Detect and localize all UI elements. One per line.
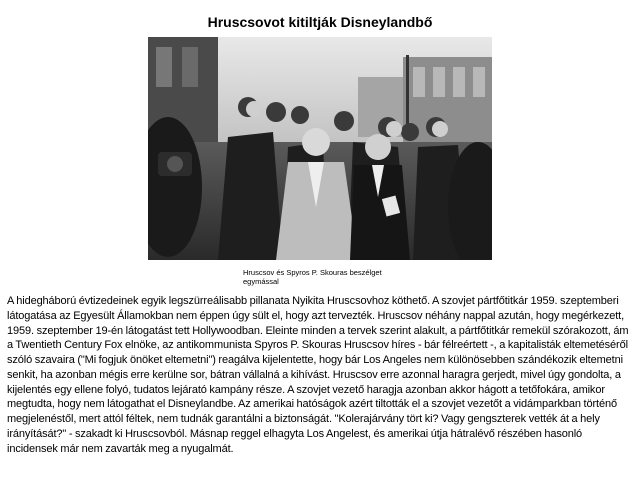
body-text: A hidegháború évtizedeinek egyik legszürreálisabb pillanata Nyikita Hruscsovhoz köthető. A szovjet pártfőtitkár 1959. szeptemberi látogatása az Egyesült Államokban nem éppen úgy sült el, hogy azt tervezték. Hruscsov néhány nappal azután, hogy megérkezett, 1959. szeptember 19-én látogatást tett Hollywoodban. Eleinte minden a tervek szerint alakult, a pártfőtitkár remekül szórakozott, ám a Twentieth Century Fox elnöke, az antikommunista Spyros P. Skouras Hruscsov híres - bár félreértett -, a kapitalisták eltemetéséről szóló szavaira ("Mi fogjuk önöket eltemetni") reagálva kijelentette, hogy bár Los Angeles nem különösebben szándékozik eltemetni senkit, ha azonban mégis erre kerülne sor, bátran vállalná a kihívást. Hruscsov erre azonnal haragra gerjedt, mivel úgy gondolta, a kijelentés egy ellene folyó, tudatos lejárató kampány része. A szovjet vezető haragja azonban akkor hágott a tetőfokára, amikor megtudta, hogy nem látogathat el Disneylandbe. Az amerikai hatóságok azért tiltották el a szovjet vezetőt a vidámparkban történő megjelenéstől, mert attól féltek, nem tudnák garantálni a biztonságát. "Kolerajárvány tört ki? Vagy gengszterek vették át a hely irányítását?" - szakadt ki Hruscsovból. Másnap reggel elhagyta Los Angelest, és amerikai útja hátralévő részében hasonló incidensek már nem zavarták meg a nyugalmát. (7, 295, 629, 455)
page-title: Hruscsovot kitiltják Disneylandbő (207, 14, 433, 30)
photo-caption: Hruscsov és Spyros P. Skouras beszélget egymással (243, 268, 382, 286)
historical-photo-crowd-icon (148, 37, 492, 260)
historical-photo (148, 37, 492, 260)
